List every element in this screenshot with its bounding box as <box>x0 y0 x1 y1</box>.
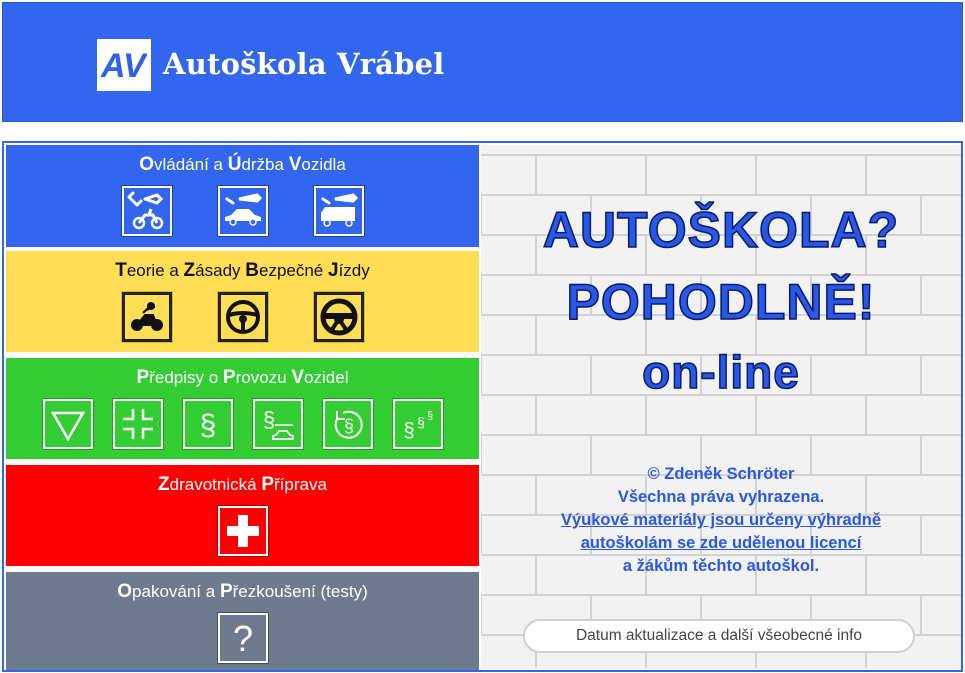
paragraph-cycle-icon[interactable] <box>323 399 373 449</box>
motorcycle-icon[interactable] <box>122 292 172 342</box>
section-title-opakovani[interactable]: Opakování a Přezkoušení (testy) <box>117 581 368 602</box>
section-predpisy <box>6 358 479 459</box>
license-link-2[interactable]: autoškolám se zde udělenou licencí <box>580 534 862 552</box>
brand-name[interactable]: Autoškola Vrábel <box>163 47 445 81</box>
section-title-zdravotnicka[interactable]: Zdravotnická Příprava <box>158 474 327 495</box>
svg-text:§: § <box>426 410 433 422</box>
site-header <box>2 2 963 122</box>
section-opakovani <box>6 572 479 670</box>
svg-text:AV: AV <box>101 48 146 82</box>
section-zdravotnicka <box>6 465 479 566</box>
svg-text:§: § <box>416 414 425 430</box>
intersection-icon[interactable] <box>113 399 163 449</box>
paragraphs-icon[interactable] <box>393 399 443 449</box>
steering-wheel-icon[interactable] <box>218 292 268 342</box>
section-teorie <box>6 251 479 352</box>
copyright-block <box>481 463 961 578</box>
info-button[interactable]: Datum aktualizace a další všeobecné info <box>523 619 915 653</box>
section-title-teorie[interactable]: Teorie a Zásady Bezpečné Jízdy <box>115 260 370 281</box>
license-link-1[interactable]: Výukové materiály jsou určeny výhradně <box>560 511 882 529</box>
paragraph-car-icon[interactable] <box>253 399 303 449</box>
paragraph-icon[interactable] <box>183 399 233 449</box>
svg-text:§: § <box>199 409 216 442</box>
section-ovladani <box>6 145 479 247</box>
copyright-rights: Všechna práva vyhrazena. <box>617 488 825 506</box>
section-title-ovladani[interactable]: Ovládání a Údržba Vozidla <box>139 154 346 175</box>
copyright-line-3: a žákům těchto autoškol. <box>622 557 820 575</box>
svg-text:?: ? <box>232 618 253 658</box>
hero-line-1: AUTOŠKOLA? <box>542 202 900 258</box>
truck-steering-wheel-icon[interactable] <box>314 292 364 342</box>
main-panel <box>2 141 963 672</box>
truck-maintenance-icon[interactable] <box>314 186 364 236</box>
copyright-author: © Zdeněk Schröter <box>647 465 795 483</box>
svg-text:§: § <box>262 407 275 432</box>
svg-text:§: § <box>402 420 415 442</box>
hero-line-2: POHODLNĚ! <box>566 274 876 330</box>
svg-text:§: § <box>343 416 354 436</box>
first-aid-cross-icon[interactable] <box>218 506 268 556</box>
question-mark-icon[interactable] <box>218 613 268 663</box>
section-title-predpisy[interactable]: Předpisy o Provozu Vozidel <box>136 367 349 388</box>
av-logo-icon <box>101 48 147 82</box>
hero-panel <box>481 145 961 668</box>
logo[interactable] <box>97 39 151 91</box>
motorcycle-maintenance-icon[interactable] <box>122 186 172 236</box>
car-maintenance-icon[interactable] <box>218 186 268 236</box>
yield-sign-icon[interactable] <box>43 399 93 449</box>
hero-line-3: on-line <box>642 346 800 398</box>
